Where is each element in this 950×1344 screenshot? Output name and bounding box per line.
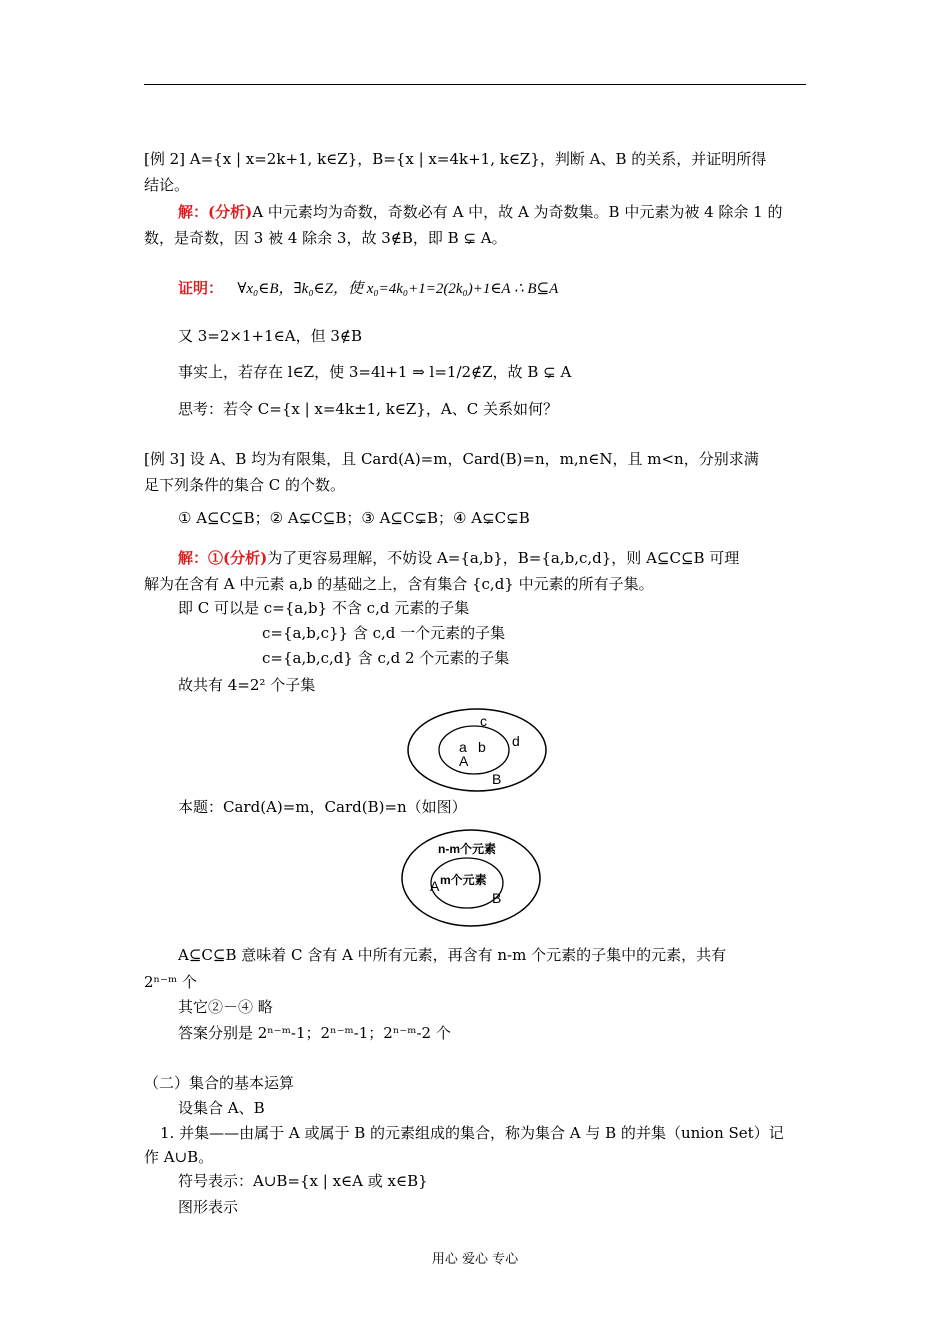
venn1-outer-ellipse bbox=[408, 709, 546, 791]
venn1-label-b: b bbox=[478, 739, 486, 755]
section-heading: （二）集合的基本运算 bbox=[144, 1074, 295, 1092]
graphic-representation: 图形表示 bbox=[178, 1198, 239, 1216]
venn-diagram-1 bbox=[400, 700, 560, 800]
header-rule bbox=[144, 84, 806, 85]
venn1-label-c: c bbox=[480, 713, 487, 729]
subset-line-2: c={a,b,c}} 含 c,d 一个元素的子集 bbox=[262, 624, 506, 642]
example-3-line-2: 足下列条件的集合 C 的个数。 bbox=[144, 476, 346, 494]
subset-count: 故共有 4=2² 个子集 bbox=[178, 676, 316, 694]
subset-line-1: 即 C 可以是 c={a,b} 不含 c,d 元素的子集 bbox=[178, 599, 470, 617]
union-definition: 1. 并集——由属于 A 或属于 B 的元素组成的集合，称为集合 A 与 B 的并集（union Set）记 bbox=[160, 1124, 784, 1142]
venn2-outer-label: n-m个元素 bbox=[438, 842, 496, 856]
set-intro: 设集合 A、B bbox=[178, 1099, 265, 1117]
proof-line-3: 事实上，若存在 l∈Z，使 3=4l+1 ⇒ l=1/2∉Z，故 B ⊊ A bbox=[178, 363, 572, 381]
conditions-line: ① A⊆C⊆B；② A⊊C⊆B；③ A⊆C⊊B；④ A⊊C⊊B bbox=[178, 509, 530, 527]
venn2-label-A: A bbox=[430, 878, 440, 894]
solution-line-1: 解：(分析)A 中元素均为奇数，奇数必有 A 中，故 A 为奇数集。B 中元素为被 4 除余 1 的 bbox=[178, 203, 783, 221]
union-definition-2: 作 A∪B。 bbox=[144, 1148, 214, 1166]
venn-diagram-2 bbox=[400, 826, 548, 930]
solution-3-label: 解：①(分析) bbox=[178, 549, 268, 567]
proof-label: 证明： bbox=[178, 279, 224, 297]
page-footer: 用心 爱心 专心 bbox=[431, 1252, 519, 1267]
proof-line-2: 又 3=2×1+1∈A，但 3∉B bbox=[178, 327, 363, 345]
symbol-representation: 符号表示：A∪B={x | x∈A 或 x∈B} bbox=[178, 1172, 428, 1190]
think-question: 思考：若令 C={x | x=4k±1, k∈Z}，A、C 关系如何？ bbox=[178, 400, 558, 418]
this-problem-line: 本题：Card(A)=m，Card(B)=n（如图） bbox=[178, 798, 467, 816]
example-3-line-1: [例 3] 设 A、B 均为有限集，且 Card(A)=m，Card(B)=n，m,n∈N，且 m<n，分别求满 bbox=[144, 450, 759, 468]
venn1-label-A: A bbox=[459, 753, 469, 769]
solution-3-line-1: 解：①(分析)为了更容易理解，不妨设 A={a,b}，B={a,b,c,d}，则 A⊆C⊆B 可理 bbox=[178, 549, 740, 567]
venn2-label-B: B bbox=[492, 890, 502, 906]
meaning-line-2: 2ⁿ⁻ᵐ 个 bbox=[144, 973, 197, 991]
venn1-label-B: B bbox=[492, 771, 502, 787]
meaning-line: A⊆C⊆B 意味着 C 含有 A 中所有元素，再含有 n-m 个元素的子集中的元素，共有 bbox=[178, 946, 727, 964]
venn1-label-a: a bbox=[459, 739, 467, 755]
example-2-line-1: [例 2] A={x | x=2k+1, k∈Z}，B={x | x=4k+1, k∈Z}，判断 A、B 的关系，并证明所得 bbox=[144, 150, 767, 168]
venn1-label-d: d bbox=[512, 733, 520, 749]
proof-line: 证明： ∀x₀∈B，∃k₀∈Z，使 x₀=4k₀+1=2(2k₀)+1∈A ∴ B⊆A bbox=[178, 279, 559, 297]
solution-line-2: 数，是奇数，因 3 被 4 除余 3，故 3∉B，即 B ⊊ A。 bbox=[144, 229, 507, 247]
venn2-inner-label: m个元素 bbox=[440, 873, 487, 887]
answers-line: 答案分别是 2ⁿ⁻ᵐ-1；2ⁿ⁻ᵐ-1；2ⁿ⁻ᵐ-2 个 bbox=[178, 1024, 451, 1042]
subset-line-3: c={a,b,c,d} 含 c,d 2 个元素的子集 bbox=[262, 649, 510, 667]
solution-label: 解：(分析) bbox=[178, 203, 253, 221]
example-2-line-2: 结论。 bbox=[144, 176, 190, 194]
solution-3-line-2: 解为在含有 A 中元素 a,b 的基础之上，含有集合 {c,d} 中元素的所有子集。 bbox=[144, 575, 654, 593]
others-line: 其它②－④ 略 bbox=[178, 998, 273, 1016]
venn1-inner-ellipse bbox=[439, 726, 509, 774]
